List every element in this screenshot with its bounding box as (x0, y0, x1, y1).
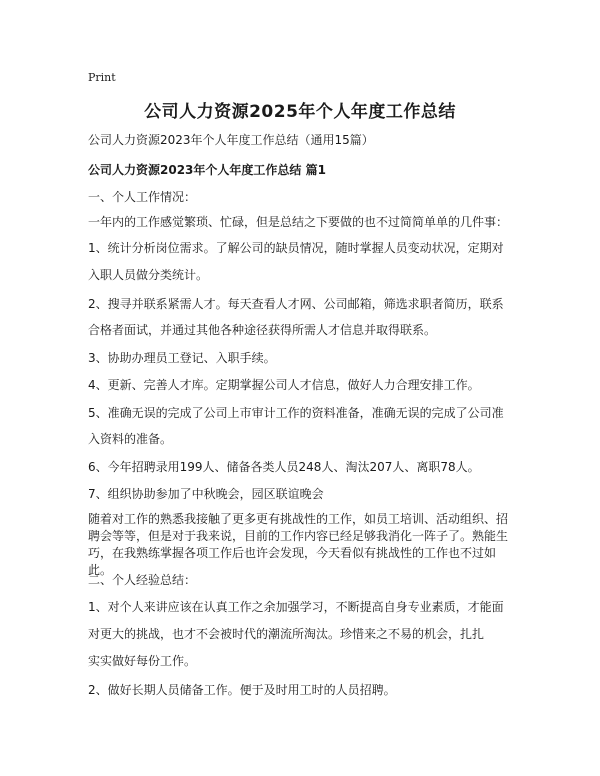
reflection-paragraph: 随着对工作的熟悉我接触了更多更有挑战性的工作，如员工培训、活动组织、招聘会等等，但是对于我来说，目前的工作内容已经足够我消化一阵子了。熟能生巧，在我熟练掌握各项工作后也许会发现，今天看似有挑战性的工作也不过如此。 (88, 512, 509, 577)
item4: 4、更新、完善人才库。定期掌握公司人才信息，做好人力合理安排工作。 (88, 378, 480, 392)
document-title: 公司人力资源2025年个人年度工作总结 (144, 102, 456, 122)
item3: 3、协助办理员工登记、入职手续。 (88, 351, 276, 365)
exp1-line1: 1、对个人来讲应该在认真工作之余加强学习，不断提高自身专业素质，才能面 (88, 600, 504, 614)
print-label[interactable]: Print (88, 71, 116, 84)
item7: 7、组织协助参加了中秋晚会，园区联谊晚会 (88, 487, 324, 501)
item2-line1: 2、搜寻并联系紧需人才。每天查看人才网、公司邮箱，筛选求职者简历，联系 (88, 297, 504, 311)
part1-heading: 一、个人工作情况： (88, 190, 197, 204)
item1-line2: 入职人员做分类统计。 (88, 268, 209, 282)
exp1-line3: 实实做好每份工作。 (88, 654, 197, 668)
exp1-line2: 对更大的挑战，也才不会被时代的潮流所淘汰。珍惜来之不易的机会，扎扎 (88, 627, 485, 641)
item5-line1: 5、准确无误的完成了公司上市审计工作的资料准备，准确无误的完成了公司准 (88, 406, 504, 420)
item2-line2: 合格者面试，并通过其他各种途径获得所需人才信息并取得联系。 (88, 323, 437, 337)
item6: 6、今年招聘录用199人、储备各类人员248人、淘汰207人、离职78人。 (88, 460, 480, 474)
item5-line2: 入资料的准备。 (88, 432, 173, 446)
intro-paragraph: 一年内的工作感觉繁琐、忙碌，但是总结之下要做的也不过简简单单的几件事： (88, 215, 509, 229)
section-heading: 公司人力资源2023年个人年度工作总结 篇1 (88, 163, 326, 177)
exp2: 2、做好长期人员储备工作。便于及时用工时的人员招聘。 (88, 683, 396, 697)
document-subtitle: 公司人力资源2023年个人年度工作总结（通用15篇） (88, 133, 374, 147)
item1-line1: 1、统计分析岗位需求。了解公司的缺员情况，随时掌握人员变动状况，定期对 (88, 241, 504, 255)
part2-heading: 二、个人经验总结： (88, 573, 197, 587)
